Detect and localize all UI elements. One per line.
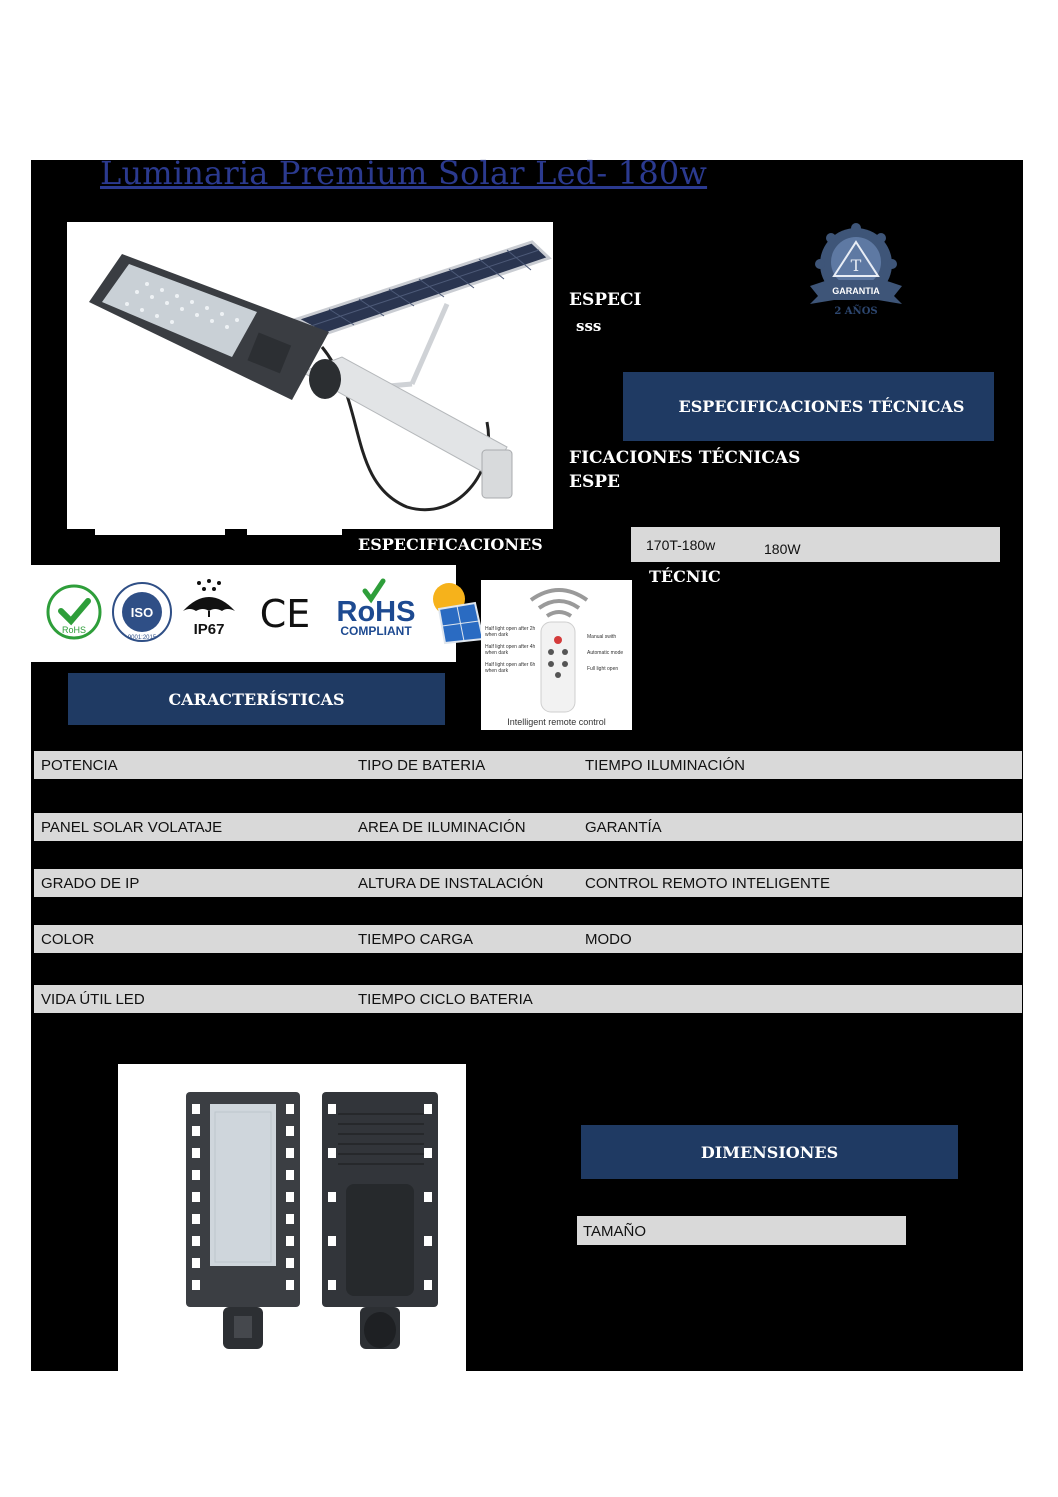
- features-heading: [68, 673, 445, 725]
- remote-left-label-1: Half light open after 2h when dark: [485, 626, 536, 638]
- feature-cell: GRADO DE IP: [41, 875, 140, 892]
- feature-cell: COLOR: [41, 931, 95, 948]
- svg-text:IP67: IP67: [193, 621, 225, 638]
- remote-left-label-2: Half light open after 4h when dark: [485, 644, 536, 656]
- feature-cell: AREA DE ILUMINACIÓN: [358, 819, 526, 836]
- warranty-badge: [806, 222, 906, 322]
- overlay-text-sss: sss: [576, 317, 602, 335]
- feature-cell: TIEMPO ILUMINACIÓN: [585, 757, 746, 774]
- photo-strip-right: [247, 529, 342, 535]
- luminaire-front-back-image: [118, 1064, 466, 1371]
- spec-heading-label: ESPECIFICACIONES TÉCNICAS: [678, 397, 965, 416]
- feature-cell: VIDA ÚTIL LED: [41, 991, 145, 1008]
- svg-text:9001:2015: 9001:2015: [127, 635, 157, 641]
- spec-model: 170T-180w: [646, 537, 716, 553]
- warranty-seal-icon: [806, 222, 906, 322]
- dimensions-photo: [118, 1064, 466, 1371]
- svg-text:RoHS: RoHS: [61, 625, 87, 635]
- feature-cell: CONTROL REMOTO INTELIGENTE: [585, 875, 831, 892]
- spec-row: [631, 527, 1000, 562]
- ce-mark-icon: [255, 591, 315, 635]
- feature-cell: PANEL SOLAR VOLATAJE: [41, 819, 223, 836]
- dimensions-heading-label: DIMENSIONES: [700, 1142, 839, 1162]
- features-row: [34, 813, 1022, 841]
- svg-text:T: T: [850, 256, 862, 275]
- overlay-text-espe: ESPE: [569, 472, 620, 492]
- product-photo: [67, 222, 553, 529]
- overlay-text-tecnic: TÉCNIC: [649, 567, 721, 586]
- features-row: [34, 985, 1022, 1013]
- dimensions-heading: [581, 1125, 958, 1179]
- overlay-text-especificaciones: ESPECIFICACIONES: [358, 535, 543, 554]
- remote-right-label-3: Full light open: [587, 666, 619, 672]
- feature-cell: POTENCIA: [41, 757, 118, 774]
- remote-control-image: [481, 580, 632, 730]
- iso-certified-icon: [111, 581, 173, 643]
- feature-cell: MODO: [585, 931, 632, 948]
- feature-cell: TIEMPO CICLO BATERIA: [358, 991, 533, 1008]
- feature-cell: TIEMPO CARGA: [358, 931, 474, 948]
- cert-strip: [31, 565, 456, 662]
- svg-text:2 AÑOS: 2 AÑOS: [834, 306, 878, 317]
- overlay-text-ficaciones: FICACIONES TÉCNICAS: [569, 448, 801, 468]
- rohs-compliant-icon: [331, 577, 421, 641]
- svg-text:ISO: ISO: [130, 605, 154, 620]
- photo-strip-left: [95, 529, 225, 535]
- dimensions-label: TAMAÑO: [583, 1223, 647, 1240]
- remote-right-label-2: Automatic mode: [587, 650, 624, 656]
- rohs-check-icon: [45, 583, 103, 641]
- page-title: Luminaria Premium Solar Led- 180w: [100, 154, 708, 192]
- feature-cell: GARANTÍA: [585, 819, 662, 836]
- dimensions-row: [577, 1216, 906, 1245]
- remote-right-label-1: Manual swith: [587, 634, 617, 640]
- svg-text:RoHS: RoHS: [336, 596, 416, 628]
- overlay-text-especi: ESPECI: [569, 290, 642, 310]
- svg-text:GARANTIA: GARANTIA: [832, 286, 880, 296]
- solar-street-light-image: [67, 222, 553, 529]
- features-heading-label: CARACTERÍSTICAS: [168, 689, 345, 709]
- spec-heading: [623, 372, 994, 441]
- features-row: [34, 925, 1022, 953]
- svg-text:COMPLIANT: COMPLIANT: [340, 624, 412, 638]
- features-row: [34, 751, 1022, 779]
- spec-power: 180W: [764, 541, 801, 557]
- svg-text:CE: CE: [259, 592, 311, 635]
- remote-caption: Intelligent remote control: [507, 717, 606, 727]
- feature-cell: ALTURA DE INSTALACIÓN: [358, 875, 544, 892]
- ip67-umbrella-icon: [177, 577, 241, 641]
- solar-panel-sun-icon: [425, 579, 485, 645]
- features-row: [34, 869, 1022, 897]
- remote-left-label-3: Half light open after 6h when dark: [485, 662, 536, 674]
- feature-cell: TIPO DE BATERIA: [358, 757, 486, 774]
